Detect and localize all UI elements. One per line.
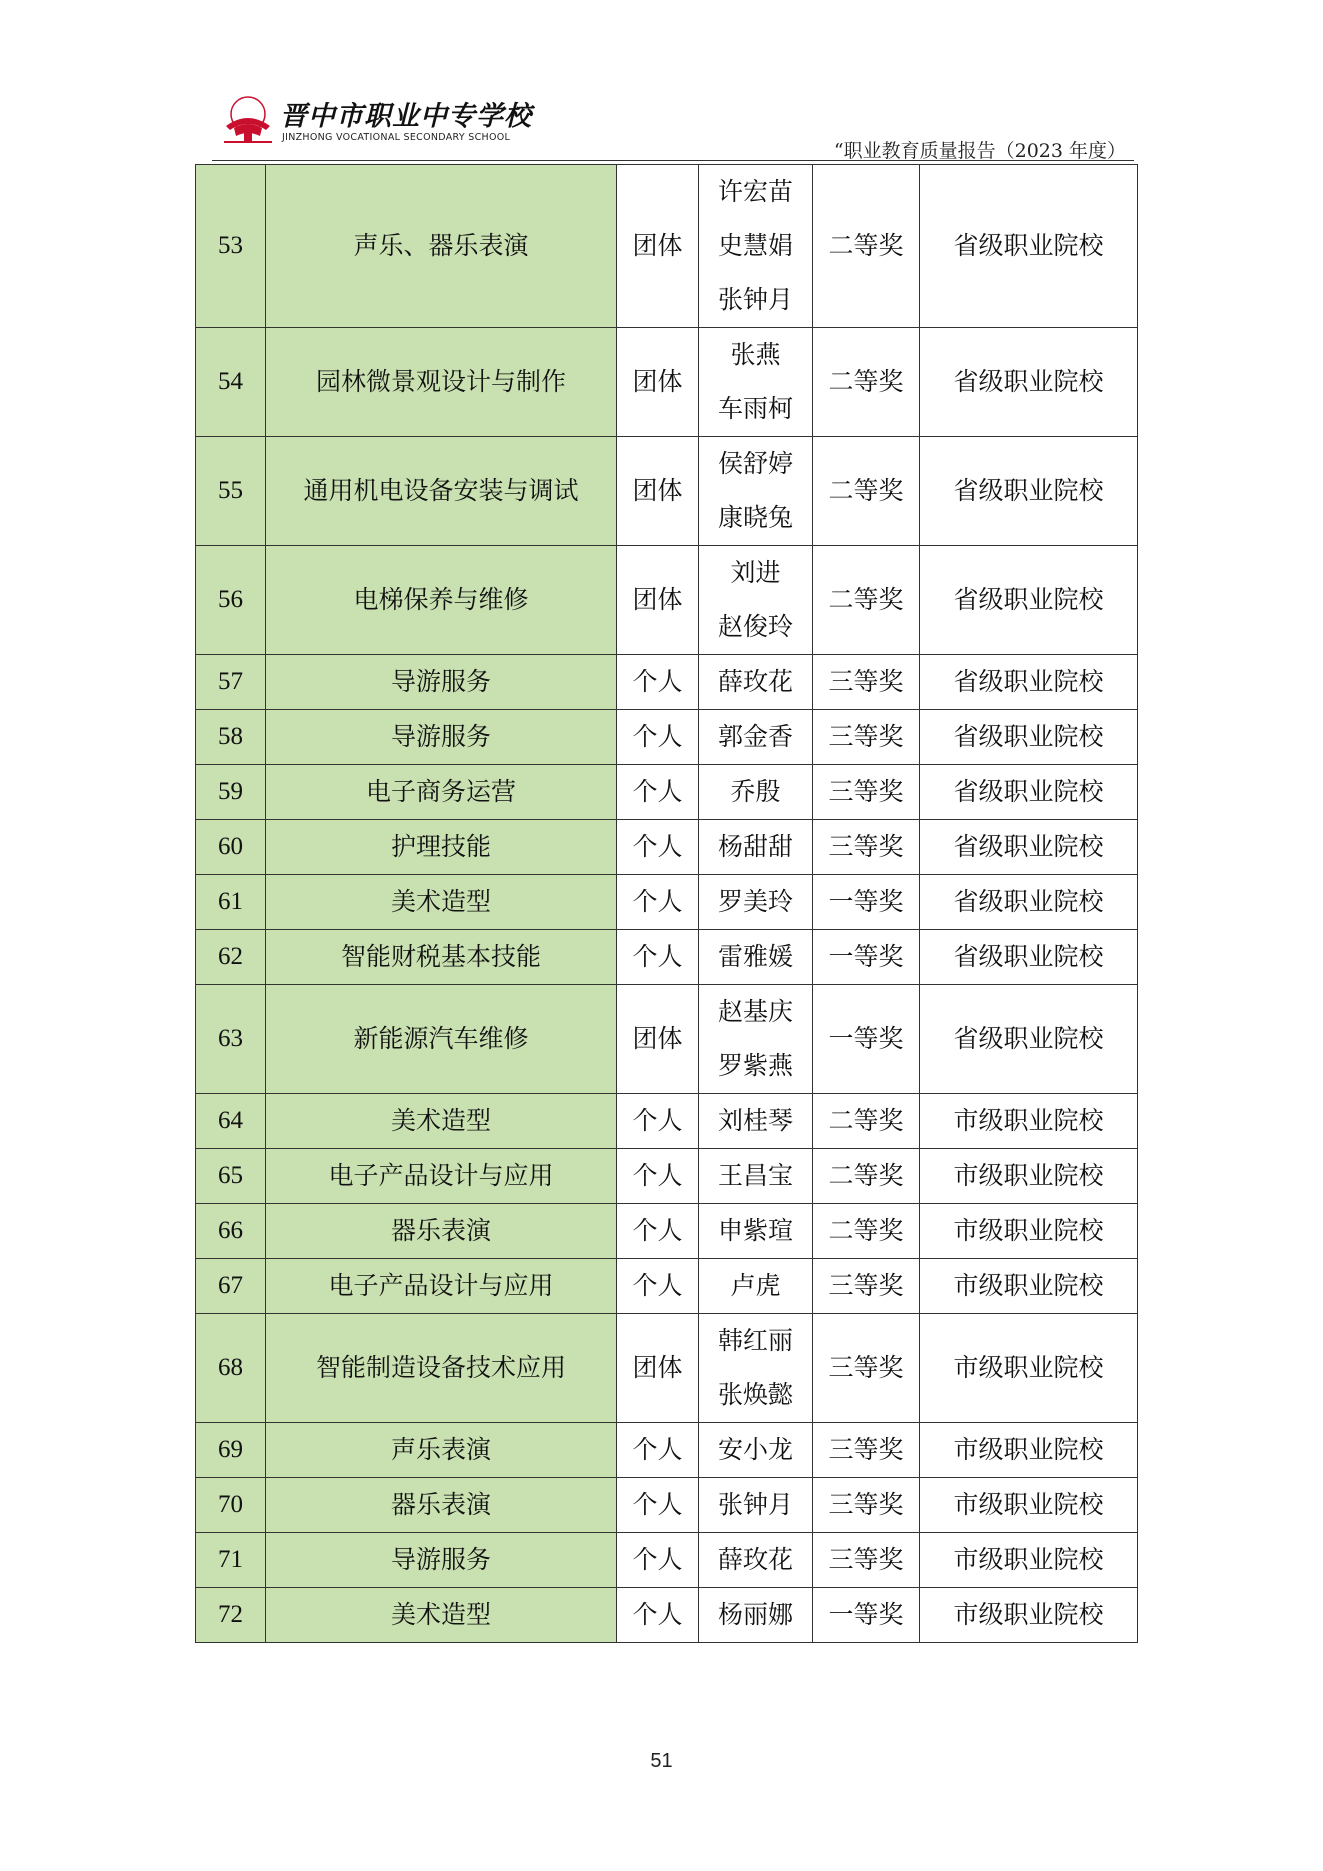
school-name-en: JINZHONG VOCATIONAL SECONDARY SCHOOL xyxy=(282,132,511,143)
level-cell: 市级职业院校 xyxy=(920,1259,1138,1314)
participant-name: 卢虎 xyxy=(730,1271,781,1300)
row-number-cell: 66 xyxy=(196,1204,266,1259)
participants-cell xyxy=(699,546,813,655)
level-cell: 省级职业院校 xyxy=(920,328,1138,437)
award-cell: 二等奖 xyxy=(813,1094,920,1149)
row-number-cell: 70 xyxy=(196,1478,266,1533)
participants-cell xyxy=(699,1204,813,1259)
participant-name: 史慧娟 xyxy=(717,231,793,260)
row-number-cell: 56 xyxy=(196,546,266,655)
level-cell: 市级职业院校 xyxy=(920,1204,1138,1259)
participants-cell xyxy=(699,930,813,985)
entry-type-cell: 个人 xyxy=(617,820,699,875)
award-cell: 三等奖 xyxy=(813,765,920,820)
participants-cell xyxy=(699,1314,813,1423)
participant-name: 罗美玲 xyxy=(717,887,793,916)
participant-name: 薛玫花 xyxy=(717,667,793,696)
level-cell: 市级职业院校 xyxy=(920,1533,1138,1588)
participant-name: 郭金香 xyxy=(717,722,793,751)
entry-type-cell: 个人 xyxy=(617,1478,699,1533)
row-number-cell: 59 xyxy=(196,765,266,820)
award-cell: 三等奖 xyxy=(813,820,920,875)
level-cell: 省级职业院校 xyxy=(920,710,1138,765)
participants-cell xyxy=(699,710,813,765)
award-cell: 一等奖 xyxy=(813,985,920,1094)
event-cell: 导游服务 xyxy=(266,655,617,710)
participant-name: 薛玫花 xyxy=(717,1545,793,1574)
table-row xyxy=(196,655,1138,710)
row-number-cell: 72 xyxy=(196,1588,266,1643)
entry-type-cell: 个人 xyxy=(617,1423,699,1478)
event-cell: 电子商务运营 xyxy=(266,765,617,820)
award-cell: 三等奖 xyxy=(813,1314,920,1423)
row-number-cell: 60 xyxy=(196,820,266,875)
level-cell: 省级职业院校 xyxy=(920,655,1138,710)
level-cell: 省级职业院校 xyxy=(920,437,1138,546)
level-cell: 市级职业院校 xyxy=(920,1478,1138,1533)
award-cell: 二等奖 xyxy=(813,1149,920,1204)
row-number-cell: 61 xyxy=(196,875,266,930)
participant-name: 刘进 xyxy=(730,558,781,587)
awards-table-body xyxy=(196,165,1138,1643)
participant-name: 张燕 xyxy=(730,340,781,369)
award-cell: 三等奖 xyxy=(813,1478,920,1533)
participants-cell xyxy=(699,875,813,930)
table-row xyxy=(196,765,1138,820)
row-number-cell: 65 xyxy=(196,1149,266,1204)
row-number-cell: 64 xyxy=(196,1094,266,1149)
awards-table xyxy=(195,164,1138,1643)
award-cell: 三等奖 xyxy=(813,710,920,765)
participant-name: 申紫瑄 xyxy=(717,1216,793,1245)
table-row xyxy=(196,1533,1138,1588)
table-row xyxy=(196,1204,1138,1259)
table-row xyxy=(196,820,1138,875)
school-name-cn: 晋中市职业中专学校 xyxy=(280,101,532,132)
participant-name: 车雨柯 xyxy=(717,394,793,423)
participant-name: 刘桂琴 xyxy=(717,1106,793,1135)
level-cell: 省级职业院校 xyxy=(920,985,1138,1094)
event-cell: 导游服务 xyxy=(266,1533,617,1588)
page-number: 51 xyxy=(650,1750,673,1772)
level-cell: 市级职业院校 xyxy=(920,1094,1138,1149)
participants-cell xyxy=(699,820,813,875)
participants-cell xyxy=(699,655,813,710)
row-number-cell: 53 xyxy=(196,165,266,328)
entry-type-cell: 团体 xyxy=(617,985,699,1094)
table-row xyxy=(196,1314,1138,1423)
award-cell: 二等奖 xyxy=(813,1204,920,1259)
entry-type-cell: 团体 xyxy=(617,328,699,437)
table-row xyxy=(196,985,1138,1094)
entry-type-cell: 个人 xyxy=(617,1204,699,1259)
table-row xyxy=(196,1094,1138,1149)
event-cell: 美术造型 xyxy=(266,1094,617,1149)
entry-type-cell: 团体 xyxy=(617,546,699,655)
event-cell: 电子产品设计与应用 xyxy=(266,1149,617,1204)
participants-cell xyxy=(699,1423,813,1478)
participant-name: 罗紫燕 xyxy=(717,1051,793,1080)
participants-cell xyxy=(699,437,813,546)
award-cell: 二等奖 xyxy=(813,546,920,655)
event-cell: 智能制造设备技术应用 xyxy=(266,1314,617,1423)
participant-name: 赵俊玲 xyxy=(717,612,793,641)
entry-type-cell: 个人 xyxy=(617,930,699,985)
level-cell: 省级职业院校 xyxy=(920,765,1138,820)
entry-type-cell: 个人 xyxy=(617,875,699,930)
participants-cell xyxy=(699,1588,813,1643)
level-cell: 市级职业院校 xyxy=(920,1314,1138,1423)
entry-type-cell: 个人 xyxy=(617,1259,699,1314)
award-cell: 一等奖 xyxy=(813,1588,920,1643)
row-number-cell: 67 xyxy=(196,1259,266,1314)
level-cell: 省级职业院校 xyxy=(920,930,1138,985)
participants-cell xyxy=(699,1149,813,1204)
event-cell: 新能源汽车维修 xyxy=(266,985,617,1094)
participant-name: 杨甜甜 xyxy=(717,832,793,861)
participant-name: 赵基庆 xyxy=(717,997,793,1026)
participant-name: 王昌宝 xyxy=(717,1161,793,1190)
table-row xyxy=(196,437,1138,546)
event-cell: 美术造型 xyxy=(266,875,617,930)
participants-cell xyxy=(699,1259,813,1314)
participants-cell xyxy=(699,328,813,437)
participant-name: 张钟月 xyxy=(717,1490,793,1519)
event-cell: 园林微景观设计与制作 xyxy=(266,328,617,437)
event-cell: 导游服务 xyxy=(266,710,617,765)
level-cell: 省级职业院校 xyxy=(920,546,1138,655)
award-cell: 三等奖 xyxy=(813,655,920,710)
row-number-cell: 55 xyxy=(196,437,266,546)
participants-cell xyxy=(699,985,813,1094)
school-logo-icon xyxy=(220,96,276,148)
table-row xyxy=(196,710,1138,765)
level-cell: 省级职业院校 xyxy=(920,875,1138,930)
level-cell: 省级职业院校 xyxy=(920,165,1138,328)
participant-name: 杨丽娜 xyxy=(717,1600,793,1629)
table-row xyxy=(196,165,1138,328)
table-row xyxy=(196,1588,1138,1643)
event-cell: 电子产品设计与应用 xyxy=(266,1259,617,1314)
event-cell: 护理技能 xyxy=(266,820,617,875)
row-number-cell: 63 xyxy=(196,985,266,1094)
award-cell: 一等奖 xyxy=(813,875,920,930)
participant-name: 雷雅媛 xyxy=(717,942,793,971)
entry-type-cell: 团体 xyxy=(617,165,699,328)
participants-cell xyxy=(699,765,813,820)
row-number-cell: 58 xyxy=(196,710,266,765)
table-row xyxy=(196,1149,1138,1204)
award-cell: 三等奖 xyxy=(813,1423,920,1478)
row-number-cell: 71 xyxy=(196,1533,266,1588)
entry-type-cell: 个人 xyxy=(617,1149,699,1204)
participant-name: 韩红丽 xyxy=(717,1326,793,1355)
entry-type-cell: 个人 xyxy=(617,1533,699,1588)
event-cell: 智能财税基本技能 xyxy=(266,930,617,985)
award-cell: 二等奖 xyxy=(813,437,920,546)
participant-name: 张钟月 xyxy=(717,285,793,314)
report-title: “职业教育质量报告（2023 年度） xyxy=(833,140,1126,162)
entry-type-cell: 个人 xyxy=(617,655,699,710)
entry-type-cell: 个人 xyxy=(617,1588,699,1643)
table-row xyxy=(196,546,1138,655)
participants-cell xyxy=(699,1533,813,1588)
entry-type-cell: 个人 xyxy=(617,1094,699,1149)
participant-name: 侯舒婷 xyxy=(717,449,793,478)
participant-name: 康晓兔 xyxy=(717,503,793,532)
table-row xyxy=(196,1259,1138,1314)
row-number-cell: 69 xyxy=(196,1423,266,1478)
entry-type-cell: 个人 xyxy=(617,710,699,765)
level-cell: 市级职业院校 xyxy=(920,1423,1138,1478)
participants-cell xyxy=(699,1478,813,1533)
row-number-cell: 57 xyxy=(196,655,266,710)
participant-name: 张焕懿 xyxy=(717,1380,793,1409)
event-cell: 器乐表演 xyxy=(266,1204,617,1259)
event-cell: 声乐、器乐表演 xyxy=(266,165,617,328)
award-cell: 一等奖 xyxy=(813,930,920,985)
table-row xyxy=(196,328,1138,437)
table-row xyxy=(196,930,1138,985)
row-number-cell: 62 xyxy=(196,930,266,985)
participant-name: 许宏苗 xyxy=(717,177,793,206)
award-cell: 二等奖 xyxy=(813,328,920,437)
event-cell: 通用机电设备安装与调试 xyxy=(266,437,617,546)
level-cell: 市级职业院校 xyxy=(920,1149,1138,1204)
event-cell: 声乐表演 xyxy=(266,1423,617,1478)
table-row xyxy=(196,1423,1138,1478)
entry-type-cell: 团体 xyxy=(617,1314,699,1423)
level-cell: 省级职业院校 xyxy=(920,820,1138,875)
event-cell: 美术造型 xyxy=(266,1588,617,1643)
row-number-cell: 54 xyxy=(196,328,266,437)
event-cell: 电梯保养与维修 xyxy=(266,546,617,655)
participants-cell xyxy=(699,165,813,328)
event-cell: 器乐表演 xyxy=(266,1478,617,1533)
award-cell: 二等奖 xyxy=(813,165,920,328)
row-number-cell: 68 xyxy=(196,1314,266,1423)
award-cell: 三等奖 xyxy=(813,1259,920,1314)
participant-name: 乔殷 xyxy=(730,777,781,806)
table-row xyxy=(196,1478,1138,1533)
entry-type-cell: 团体 xyxy=(617,437,699,546)
table-row xyxy=(196,875,1138,930)
page-header xyxy=(212,96,1134,161)
level-cell: 市级职业院校 xyxy=(920,1588,1138,1643)
award-cell: 三等奖 xyxy=(813,1533,920,1588)
participant-name: 安小龙 xyxy=(717,1435,793,1464)
participants-cell xyxy=(699,1094,813,1149)
entry-type-cell: 个人 xyxy=(617,765,699,820)
